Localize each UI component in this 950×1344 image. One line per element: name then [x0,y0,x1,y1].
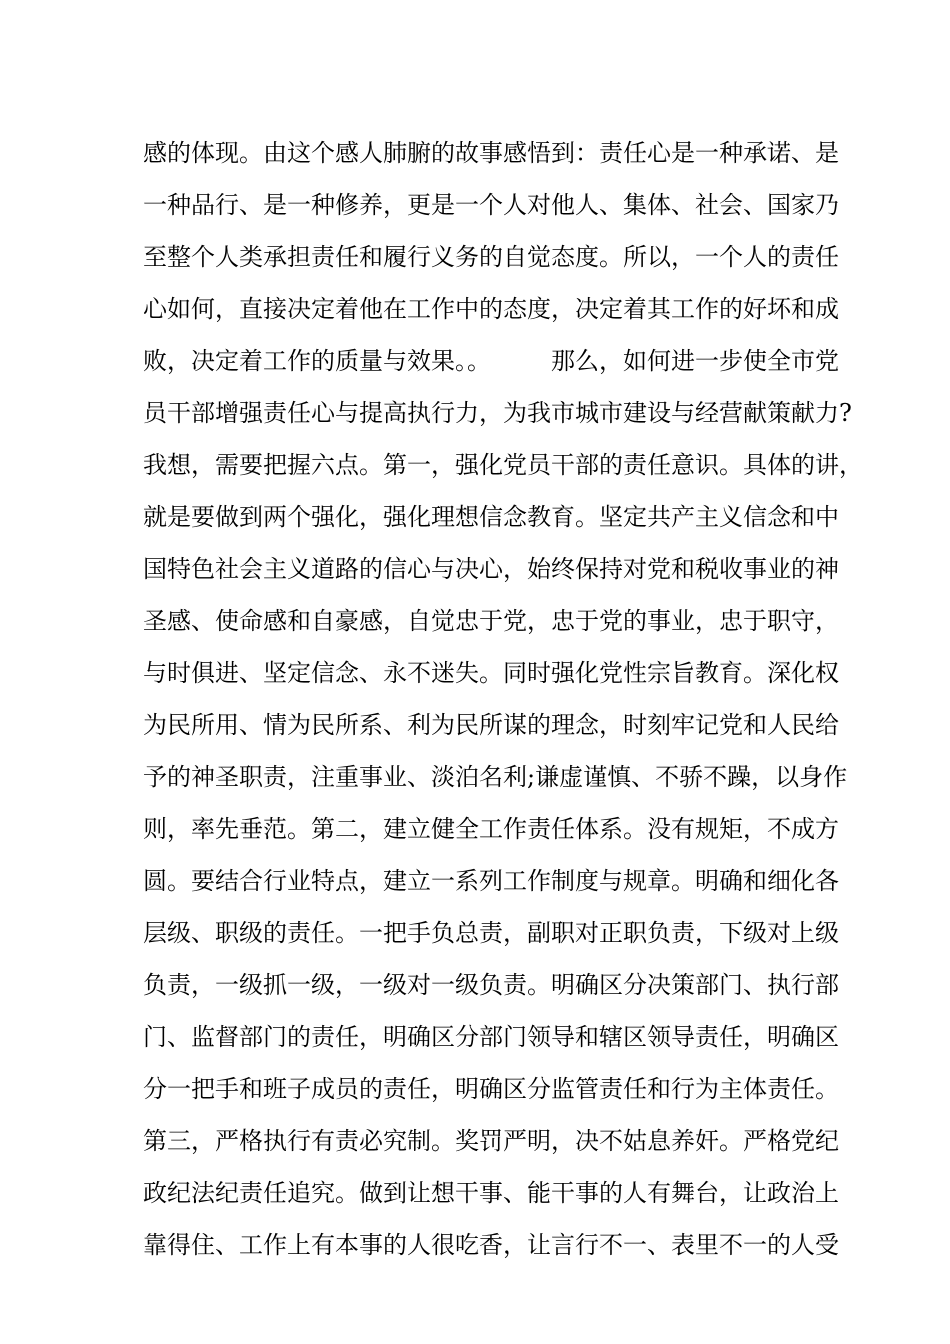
body-text [143,132,863,1276]
text-line: 层级、职级的责任。一把手负总责，副职对正职负责，下级对上级 [143,919,839,947]
text-line: 则，率先垂范。第二，建立健全工作责任体系。没有规矩，不成方 [143,815,839,843]
text-line: 心如何，直接决定着他在工作中的态度，决定着其工作的好坏和成 [143,295,839,323]
text-line: 员干部增强责任心与提高执行力，为我市城市建设与经营献策献力? [143,399,852,427]
text-line: 圆。要结合行业特点，建立一系列工作制度与规章。明确和细化各 [143,867,839,895]
text-line: 感的体现。由这个感人肺腑的故事感悟到：责任心是一种承诺、是 [143,139,839,167]
text-line: 圣感、使命感和自豪感，自觉忠于党，忠于党的事业，忠于职守， [143,607,839,635]
text-line: 败，决定着工作的质量与效果。。 那么，如何进一步使全市党 [143,347,839,375]
text-line: 政纪法纪责任追究。做到让想干事、能干事的人有舞台，让政治上 [143,1179,839,1207]
text-line: 至整个人类承担责任和履行义务的自觉态度。所以，一个人的责任 [143,243,839,271]
text-line: 第三，严格执行有责必究制。奖罚严明，决不姑息养奸。严格党纪 [143,1127,839,1155]
text-line: 就是要做到两个强化，强化理想信念教育。坚定共产主义信念和中 [143,503,839,531]
text-line: 与时俱进、坚定信念、永不迷失。同时强化党性宗旨教育。深化权 [143,659,839,687]
text-line: 予的神圣职责，注重事业、淡泊名利;谦虚谨慎、不骄不躁，以身作 [143,763,848,791]
text-line: 靠得住、工作上有本事的人很吃香，让言行不一、表里不一的人受 [143,1231,839,1259]
text-line: 一种品行、是一种修养，更是一个人对他人、集体、社会、国家乃 [143,191,839,219]
text-line: 为民所用、情为民所系、利为民所谋的理念，时刻牢记党和人民给 [143,711,839,739]
text-line: 国特色社会主义道路的信心与决心，始终保持对党和税收事业的神 [143,555,839,583]
text-line: 门、监督部门的责任，明确区分部门领导和辖区领导责任，明确区 [143,1023,839,1051]
text-line: 负责，一级抓一级，一级对一级负责。明确区分决策部门、执行部 [143,971,839,999]
text-line: 我想，需要把握六点。第一，强化党员干部的责任意识。具体的讲， [143,451,863,479]
text-line: 分一把手和班子成员的责任，明确区分监管责任和行为主体责任。 [143,1075,839,1103]
